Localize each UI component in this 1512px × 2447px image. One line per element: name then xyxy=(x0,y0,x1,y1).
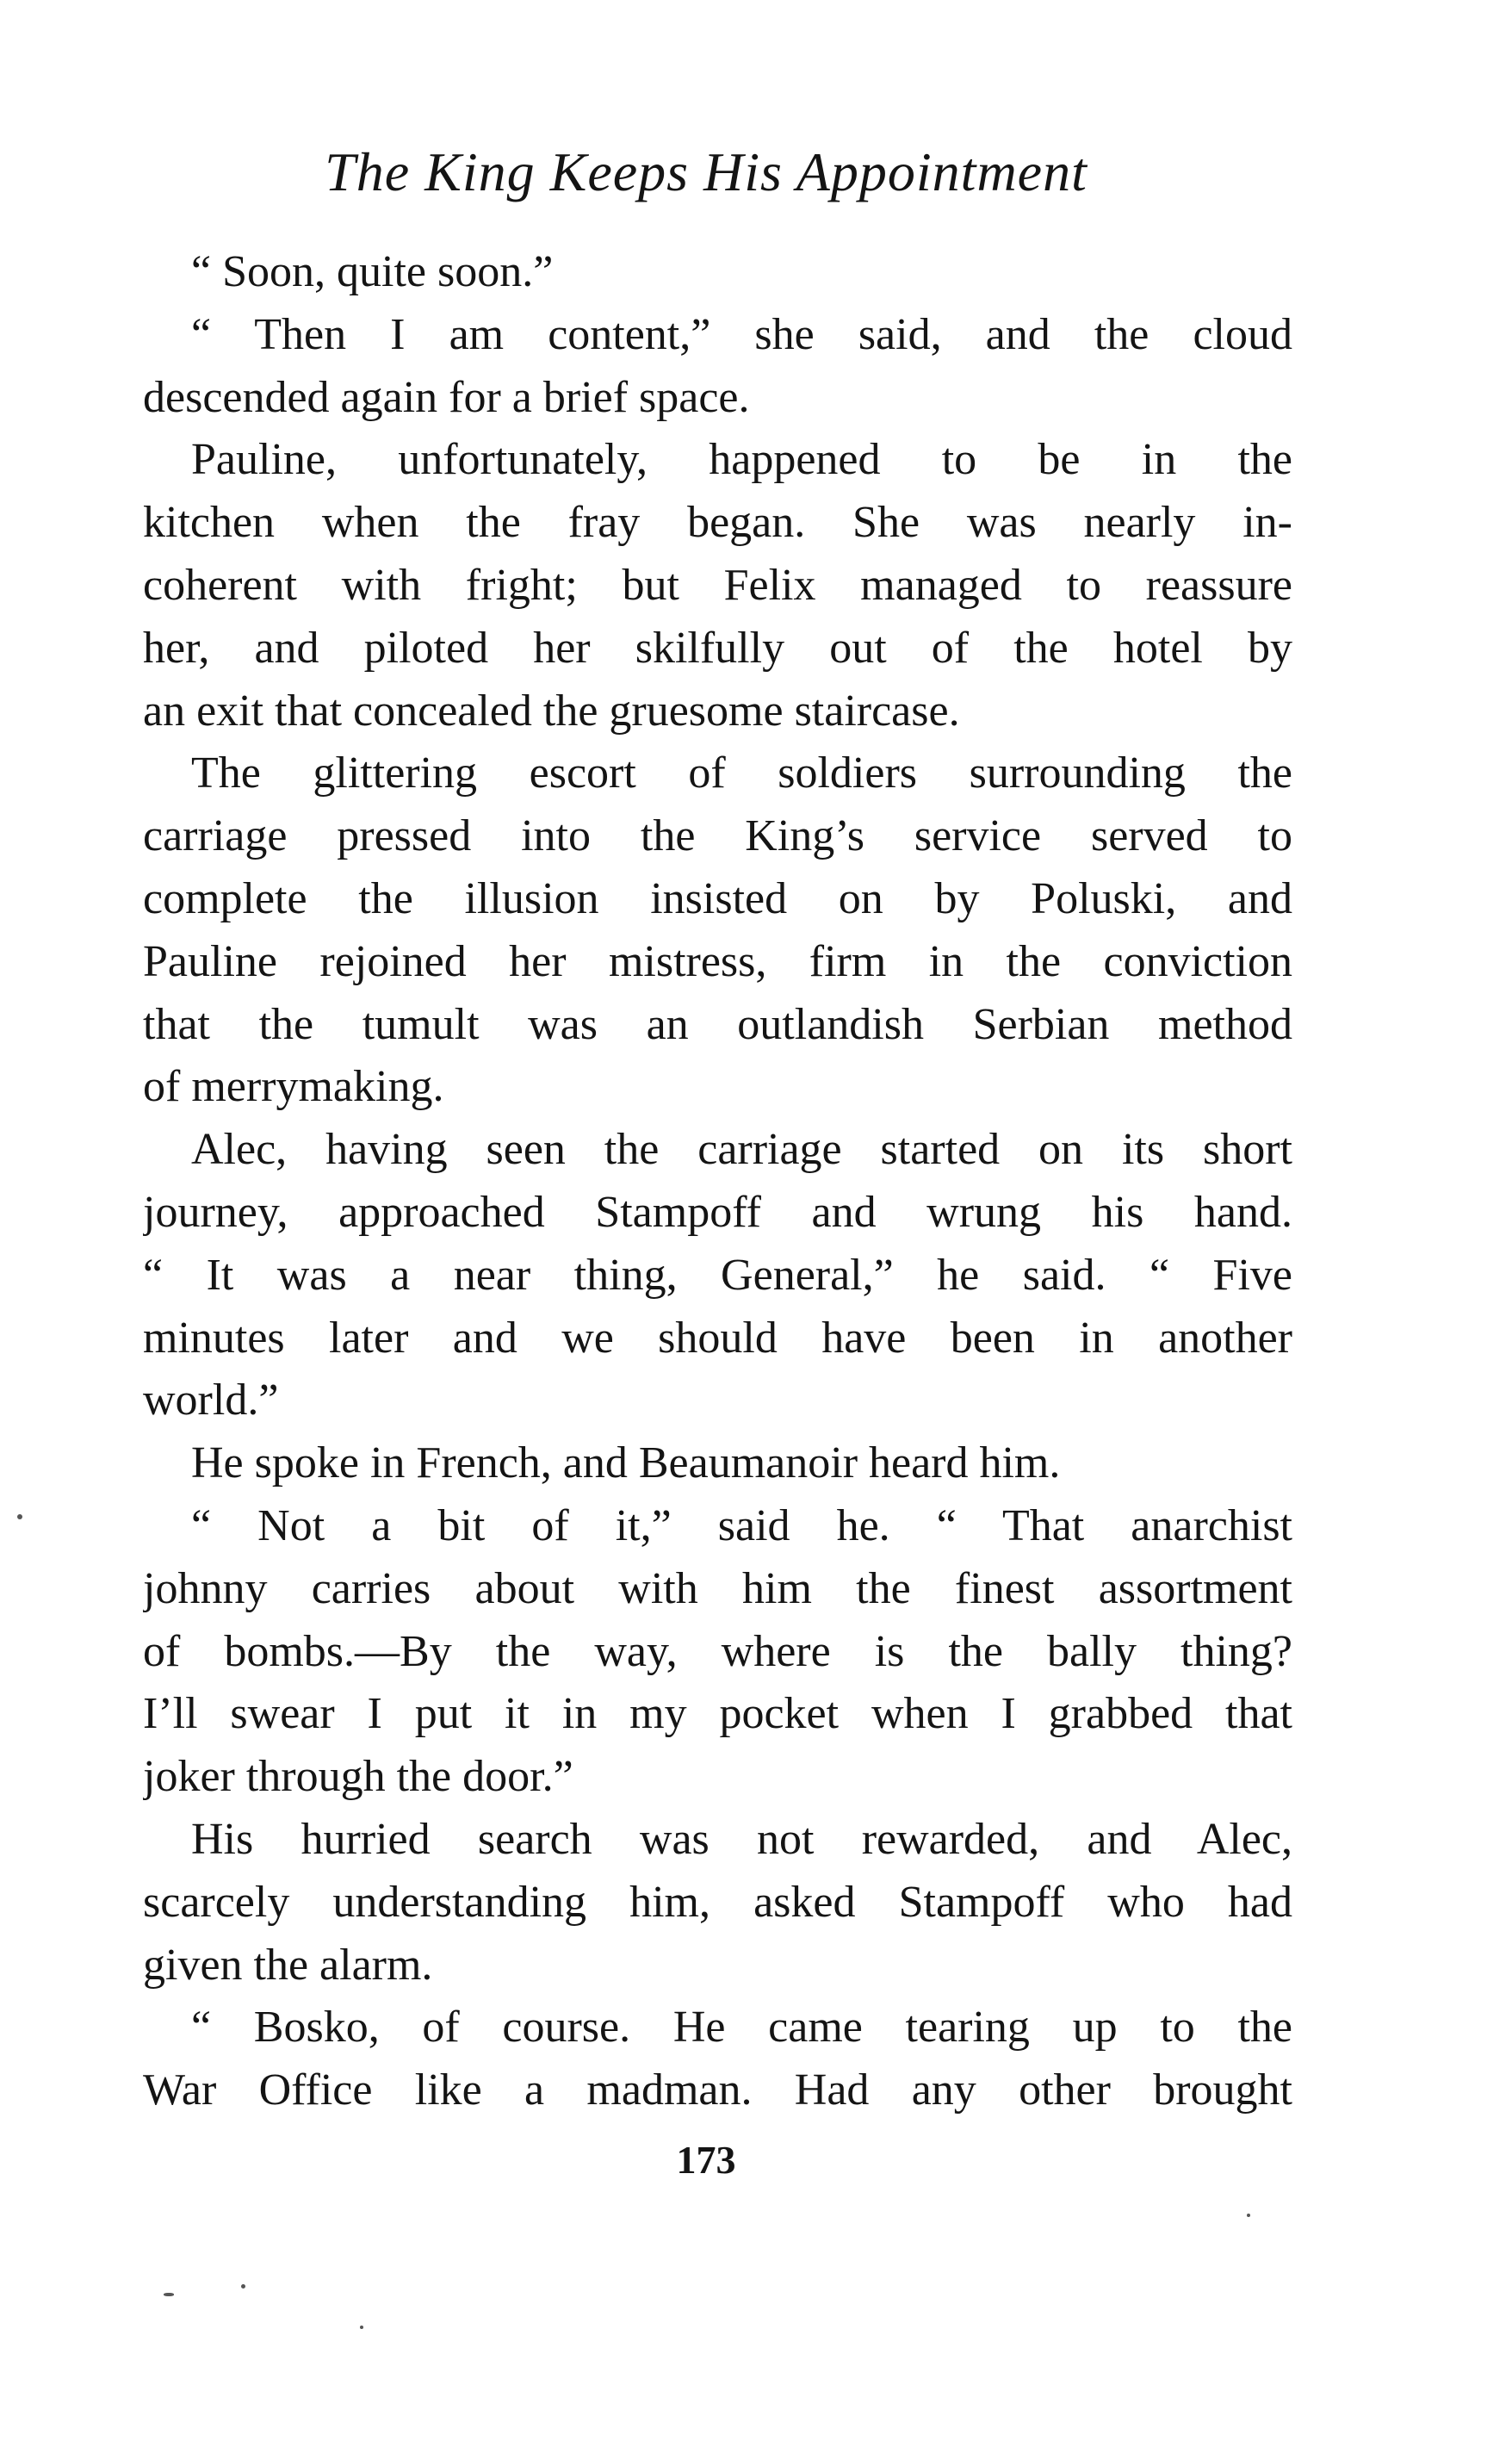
text-line: Pauline rejoined her mistress, firm in the conviction xyxy=(143,936,1292,986)
scan-speck xyxy=(241,2284,245,2289)
text-line: world.” xyxy=(143,1376,279,1425)
text-line: carriage pressed into the King’s service served to xyxy=(143,811,1292,861)
text-line: her, and piloted her skilfully out of the hotel by xyxy=(143,623,1292,673)
text-line: “ It was a near thing, General,” he said. “ Five xyxy=(143,1250,1292,1300)
text-line: His hurried search was not rewarded, and Alec, xyxy=(191,1814,1292,1864)
text-line: I’ll swear I put it in my pocket when I grabbed that xyxy=(143,1689,1292,1739)
text-line: Alec, having seen the carriage started on its short xyxy=(191,1125,1292,1175)
text-line: Pauline, unfortunately, happened to be in the xyxy=(191,435,1292,485)
body-text xyxy=(143,241,1292,2122)
text-line: johnny carries about with him the finest assortment xyxy=(143,1563,1292,1613)
text-line: joker through the door.” xyxy=(143,1752,573,1802)
text-line: He spoke in French, and Beaumanoir heard him. xyxy=(191,1438,1061,1488)
text-line: journey, approached Stampoff and wrung his hand. xyxy=(143,1187,1292,1237)
scan-speck xyxy=(164,2293,174,2296)
text-line: “ Soon, quite soon.” xyxy=(191,247,554,296)
text-line: given the alarm. xyxy=(143,1940,433,1990)
text-line: The glittering escort of soldiers surrounding the xyxy=(191,748,1292,798)
scan-speck xyxy=(360,2326,363,2329)
scan-speck xyxy=(1247,2214,1250,2217)
text-line: “ Not a bit of it,” said he. “ That anarchist xyxy=(191,1500,1292,1550)
text-line: minutes later and we should have been in another xyxy=(143,1313,1292,1363)
text-line: War Office like a madman. Had any other brought xyxy=(143,2065,1292,2115)
text-line: “ Bosko, of course. He came tearing up to the xyxy=(191,2003,1292,2053)
text-line: “ Then I am content,” she said, and the cloud xyxy=(191,309,1292,359)
text-line: kitchen when the fray began. She was nearly in- xyxy=(143,498,1292,548)
page-number: 173 xyxy=(676,2138,736,2182)
running-head: The King Keeps His Appointment xyxy=(325,141,1088,202)
text-line: descended again for a brief space. xyxy=(143,372,750,422)
scan-speck xyxy=(17,1514,22,1519)
text-line: an exit that concealed the gruesome staircase. xyxy=(143,686,960,736)
text-line: scarcely understanding him, asked Stampoff who had xyxy=(143,1877,1292,1927)
text-line: that the tumult was an outlandish Serbian method xyxy=(143,999,1292,1049)
text-line: of merrymaking. xyxy=(143,1062,444,1112)
text-line: of bombs.—By the way, where is the bally thing? xyxy=(143,1626,1292,1676)
text-line: coherent with fright; but Felix managed to reassure xyxy=(143,560,1292,610)
text-line: complete the illusion insisted on by Poluski, and xyxy=(143,873,1292,923)
